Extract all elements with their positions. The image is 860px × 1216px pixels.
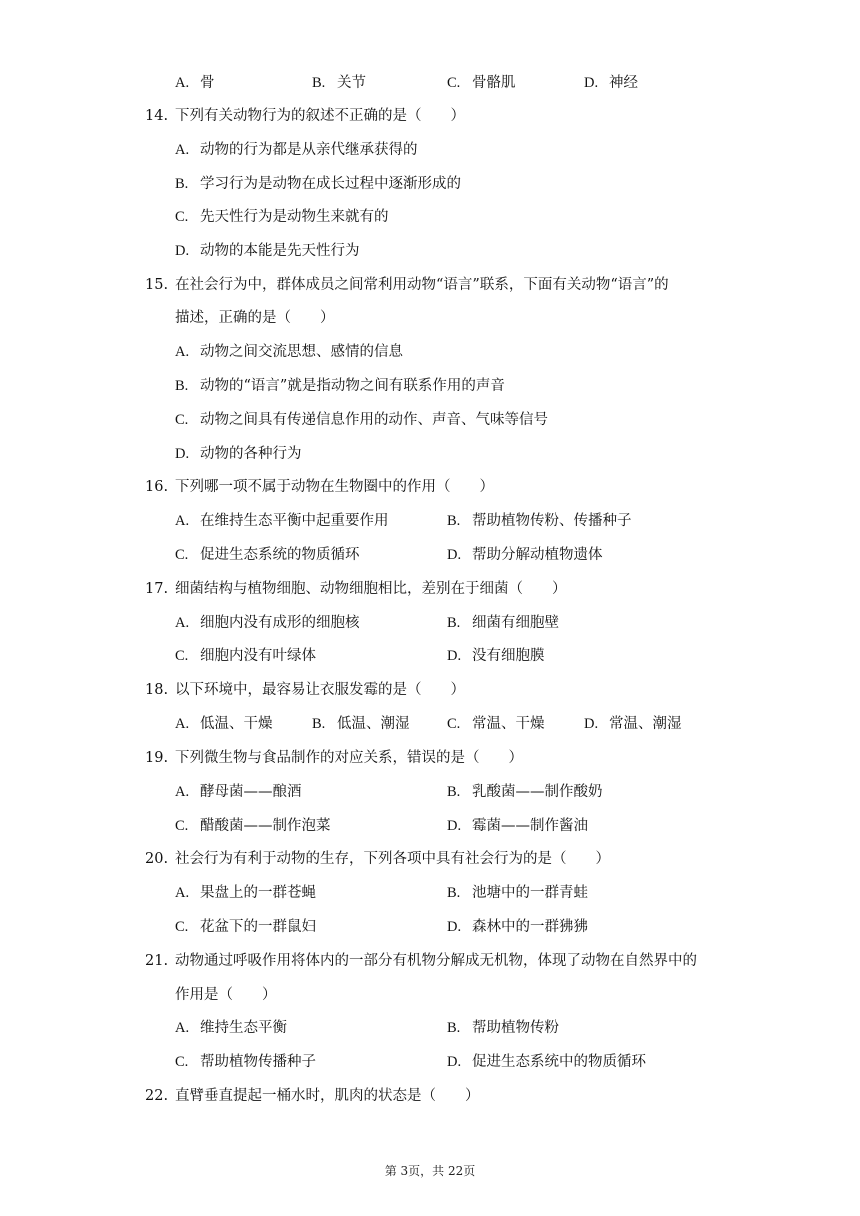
option-a: A. 酵母菌——酿酒 xyxy=(175,784,302,800)
option-b: B. 乳酸菌——制作酸奶 xyxy=(447,784,603,800)
option-c: C. 醋酸菌——制作泡菜 xyxy=(175,818,331,834)
option-c: C. 细胞内没有叶绿体 xyxy=(175,648,316,664)
option-b: B. 关节 xyxy=(312,75,366,91)
option-a: A. 在维持生态平衡中起重要作用 xyxy=(175,513,389,529)
option-d: D. 帮助分解动植物遗体 xyxy=(447,547,603,563)
option-a: A. 动物的行为都是从亲代继承获得的 xyxy=(175,142,418,158)
option-d: D. 霉菌——制作酱油 xyxy=(447,818,588,834)
option-c: C. 促进生态系统的物质循环 xyxy=(175,547,360,563)
option-a: A. 骨 xyxy=(175,75,215,91)
page-footer: 第 3页，共 22页 xyxy=(384,1164,476,1178)
option-c: C. 帮助植物传播种子 xyxy=(175,1054,316,1070)
option-d: D. 神经 xyxy=(584,75,638,91)
option-b: B. 帮助植物传粉 xyxy=(447,1020,559,1036)
option-d: D. 常温、潮湿 xyxy=(584,716,682,732)
option-d: D. 动物的各种行为 xyxy=(175,446,302,462)
option-a: A. 维持生态平衡 xyxy=(175,1020,287,1036)
option-c: C. 骨骼肌 xyxy=(447,75,516,91)
option-c: C. 先天性行为是动物生来就有的 xyxy=(175,209,389,225)
option-b: B. 细菌有细胞壁 xyxy=(447,615,559,631)
exam-page: A. 骨 B. 关节 C. 骨骼肌 D. 神经 14. 下列有关动物行为的叙述不正确的是（ ） A. 动物的行为都是从亲代继承获得的 B. 学习行为是动物在成长过程中逐渐形成的 C. 先天性行为是动物生来就有的 D. 动物的本能是先天性行为 15. 在社会行为中，群体成员之间常利用动物“语言”联系，下面有关动物“语言”的 描述，正确的是（ ） A. 动物之间交流思想、感情的信息 B. 动物的“语言”就是指动物之间有联系作用的声音 C. 动物之间具有传递信息作用的动作、声音、气味等信号 D. 动物的各种行为 16. 下列哪一项不属于动物在生物圈中的作用（ ） A. 在维持生态平衡中起重要作用 B. 帮助植物传粉、传播种子 C. 促进生态系统的物质循环 D. 帮助分解动植物遗体 17. 细菌结构与植物细胞、动物细胞相比，差别在于细菌（ ） A. 细胞内没有成形的细胞核 B. 细菌有细胞壁 C. 细胞内没有叶绿体 D. 没有细胞膜 18. 以下环境中，最容易让衣服发霉的是（ ） A. 低温、干燥 B. 低温、潮湿 C. 常温、干燥 D. 常温、潮湿 19. 下列微生物与食品制作的对应关系，错误的是（ ） A. 酵母菌——酿酒 B. 乳酸菌——制作酸奶 C. 醋酸菌——制作泡菜 D. 霉菌——制作酱油 20. 社会行为有利于动物的生存，下列各项中具有社会行为的是（ ） A. 果盘上的一群苍蝇 B. 池塘中的一群青蛙 C. 花盆下的一群鼠妇 D. 森林中的一群狒狒 21. 动物通过呼吸作用将体内的一部分有机物分解成无机物，体现了动物在自然界中的 作用是（ ） A. 维持生态平衡 B. 帮助植物传粉 C. 帮助植物传播种子 D. 促进生态系统中的物质循环 22. 直臂垂直提起一桶水时，肌肉的状态是（ ） 第 3页，共 22页 xyxy=(0,0,860,1216)
option-d: D. 动物的本能是先天性行为 xyxy=(175,243,360,259)
option-d: D. 森林中的一群狒狒 xyxy=(447,919,588,935)
option-a: A. 低温、干燥 xyxy=(175,716,273,732)
option-b: B. 帮助植物传粉、传播种子 xyxy=(447,513,632,529)
option-b: B. 低温、潮湿 xyxy=(312,716,410,732)
option-a: A. 果盘上的一群苍蝇 xyxy=(175,885,316,901)
option-c: C. 花盆下的一群鼠妇 xyxy=(175,919,316,935)
option-c: C. 动物之间具有传递信息作用的动作、声音、气味等信号 xyxy=(175,412,548,428)
option-c: C. 常温、干燥 xyxy=(447,716,545,732)
option-b: B. 池塘中的一群青蛙 xyxy=(447,885,588,901)
option-b: B. 学习行为是动物在成长过程中逐渐形成的 xyxy=(175,176,461,192)
option-d: D. 促进生态系统中的物质循环 xyxy=(447,1054,646,1070)
option-a: A. 动物之间交流思想、感情的信息 xyxy=(175,344,403,360)
option-b: B. 动物的“语言”就是指动物之间有联系作用的声音 xyxy=(175,378,505,394)
option-a: A. 细胞内没有成形的细胞核 xyxy=(175,615,360,631)
option-d: D. 没有细胞膜 xyxy=(447,648,545,664)
